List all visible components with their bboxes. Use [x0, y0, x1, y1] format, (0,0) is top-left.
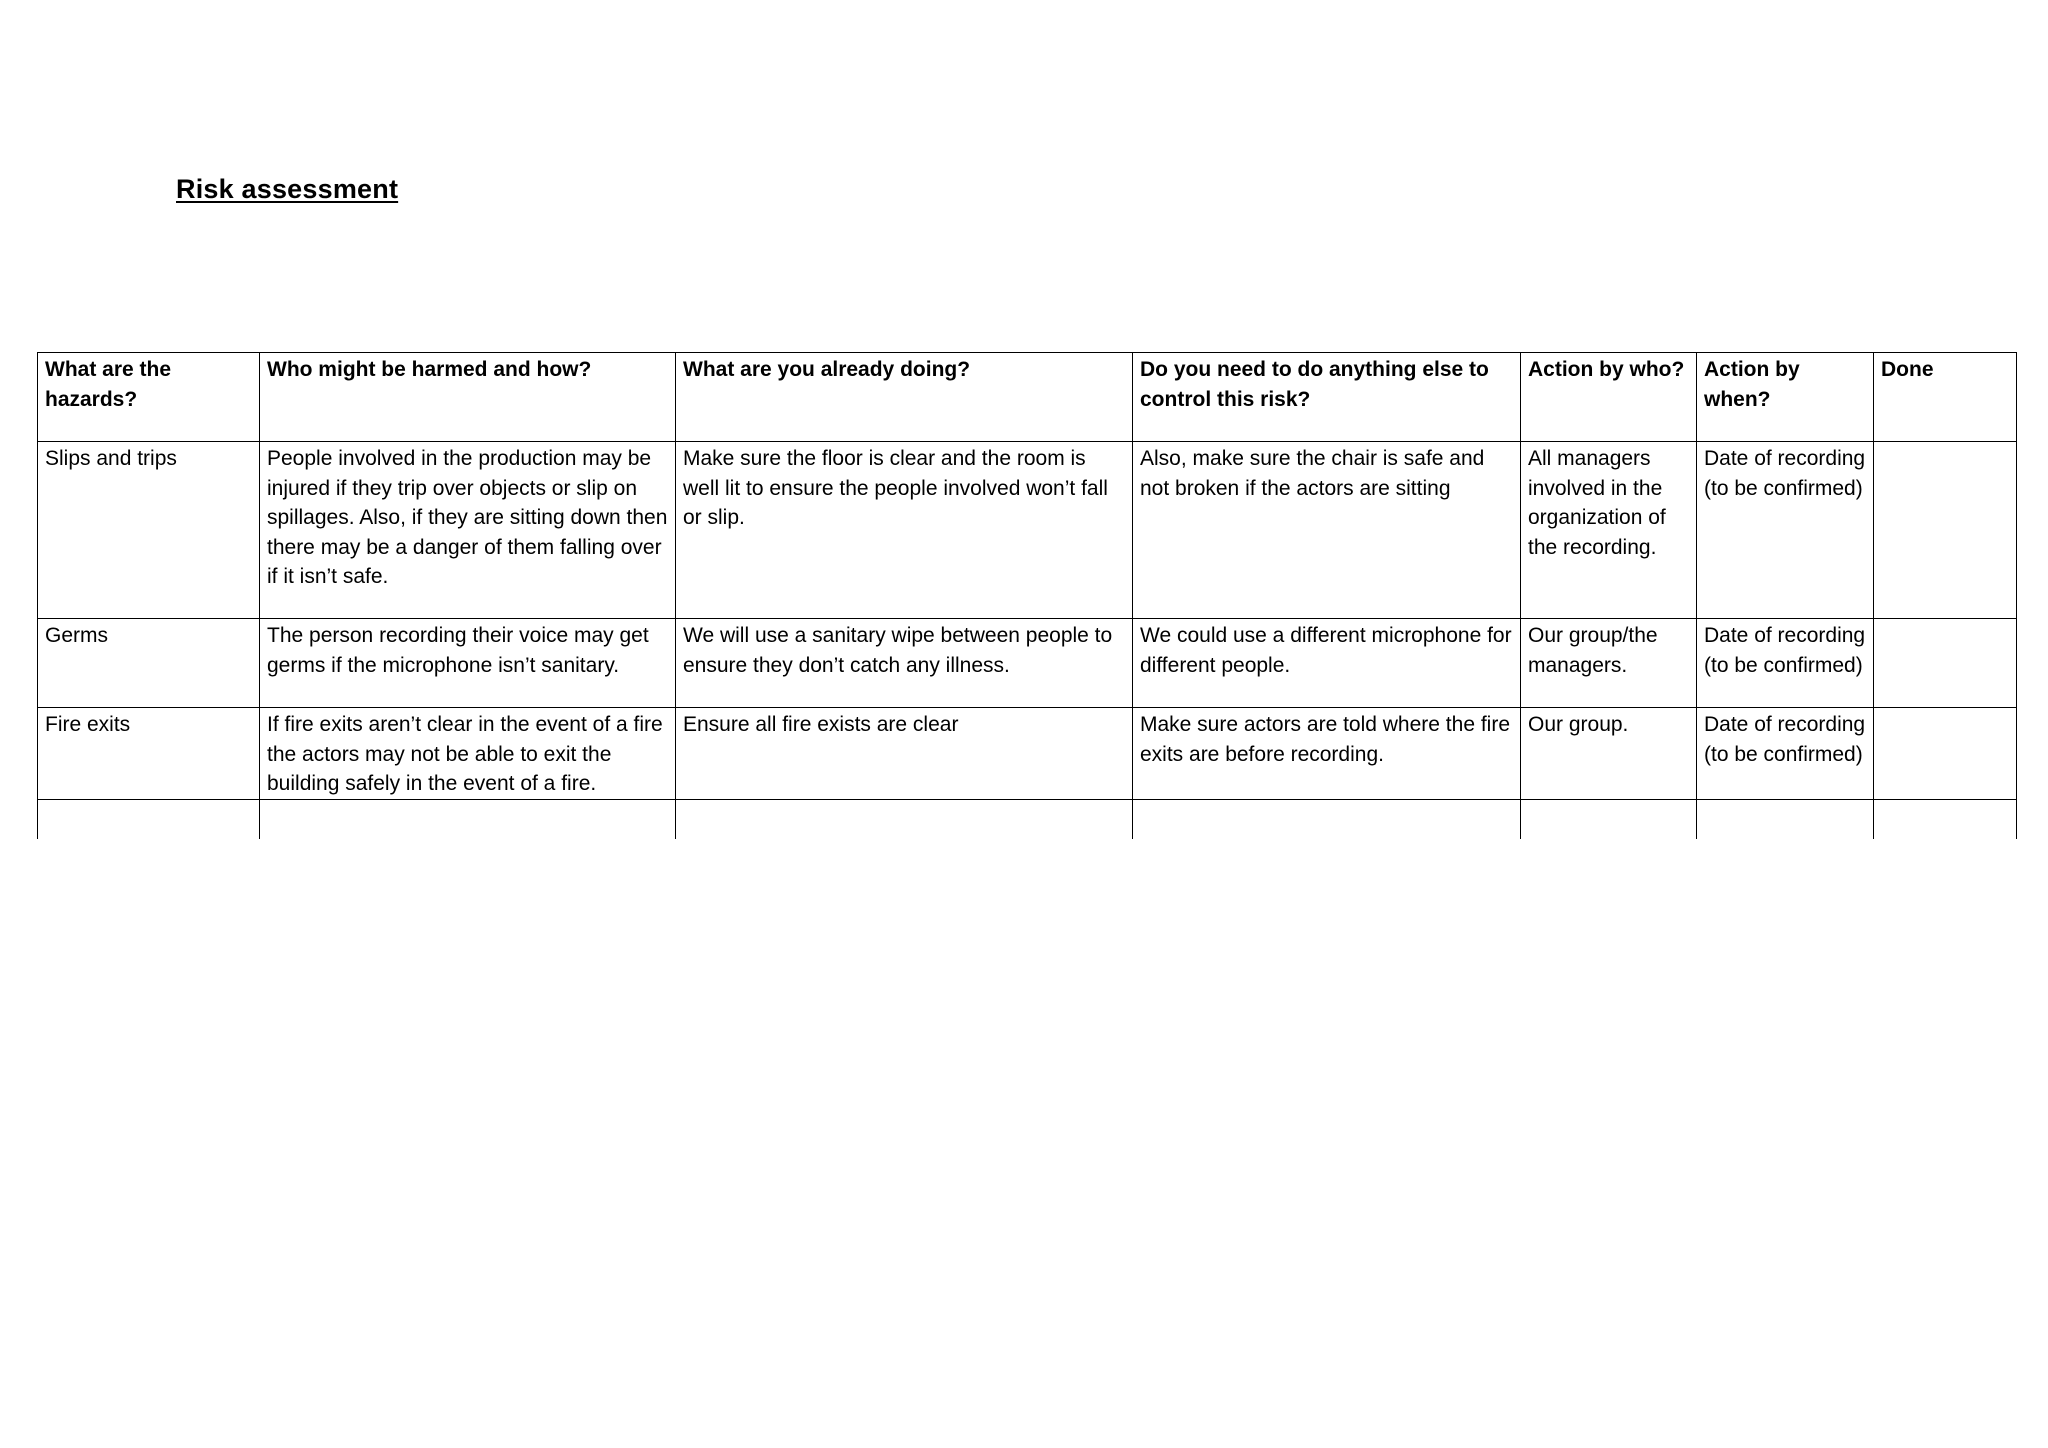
table-header-row [38, 353, 2017, 442]
cell-done [1874, 799, 2017, 839]
cell-already-doing: Make sure the floor is clear and the room is well lit to ensure the people involved won’t fall or slip. [676, 442, 1133, 619]
cell-already-doing [676, 799, 1133, 839]
cell-hazard: Slips and trips [38, 442, 260, 619]
cell-done [1874, 619, 2017, 708]
cell-action-by-who: Our group/the managers. [1521, 619, 1697, 708]
cell-action-by-who [1521, 799, 1697, 839]
cell-action-by-when [1697, 799, 1874, 839]
cell-action-by-when: Date of recording (to be confirmed) [1697, 619, 1874, 708]
cell-anything-else: Also, make sure the chair is safe and not broken if the actors are sitting [1133, 442, 1521, 619]
cell-hazard: Germs [38, 619, 260, 708]
cell-who-harmed: People involved in the production may be injured if they trip over objects or slip on spillages. Also, if they are sitting down then there may be a danger of them falling over if it isn’t safe. [260, 442, 676, 619]
header-anything-else: Do you need to do anything else to control this risk? [1133, 353, 1521, 442]
header-done: Done [1874, 353, 2017, 442]
cell-action-by-who: Our group. [1521, 708, 1697, 800]
page-title: Risk assessment [176, 174, 399, 204]
cell-anything-else: We could use a different microphone for different people. [1133, 619, 1521, 708]
cell-hazard: Fire exits [38, 708, 260, 800]
cell-already-doing: We will use a sanitary wipe between people to ensure they don’t catch any illness. [676, 619, 1133, 708]
table-row [38, 619, 2017, 708]
cell-hazard [38, 799, 260, 839]
cell-who-harmed [260, 799, 676, 839]
header-action-by-who: Action by who? [1521, 353, 1697, 442]
cell-anything-else: Make sure actors are told where the fire exits are before recording. [1133, 708, 1521, 800]
cell-who-harmed: The person recording their voice may get germs if the microphone isn’t sanitary. [260, 619, 676, 708]
cell-action-by-when: Date of recording (to be confirmed) [1697, 708, 1874, 800]
cell-action-by-when: Date of recording (to be confirmed) [1697, 442, 1874, 619]
header-hazards: What are the hazards? [38, 353, 260, 442]
table-row [38, 799, 2017, 839]
cell-done [1874, 442, 2017, 619]
cell-who-harmed: If fire exits aren’t clear in the event of a fire the actors may not be able to exit the building safely in the event of a fire. [260, 708, 676, 800]
cell-done [1874, 708, 2017, 800]
cell-anything-else [1133, 799, 1521, 839]
cell-action-by-who: All managers involved in the organization of the recording. [1521, 442, 1697, 619]
table-row [38, 442, 2017, 619]
table-row [38, 708, 2017, 800]
header-action-by-when: Action by when? [1697, 353, 1874, 442]
cell-already-doing: Ensure all fire exists are clear [676, 708, 1133, 800]
risk-assessment-table [37, 352, 2017, 839]
header-who-harmed: Who might be harmed and how? [260, 353, 676, 442]
header-already-doing: What are you already doing? [676, 353, 1133, 442]
